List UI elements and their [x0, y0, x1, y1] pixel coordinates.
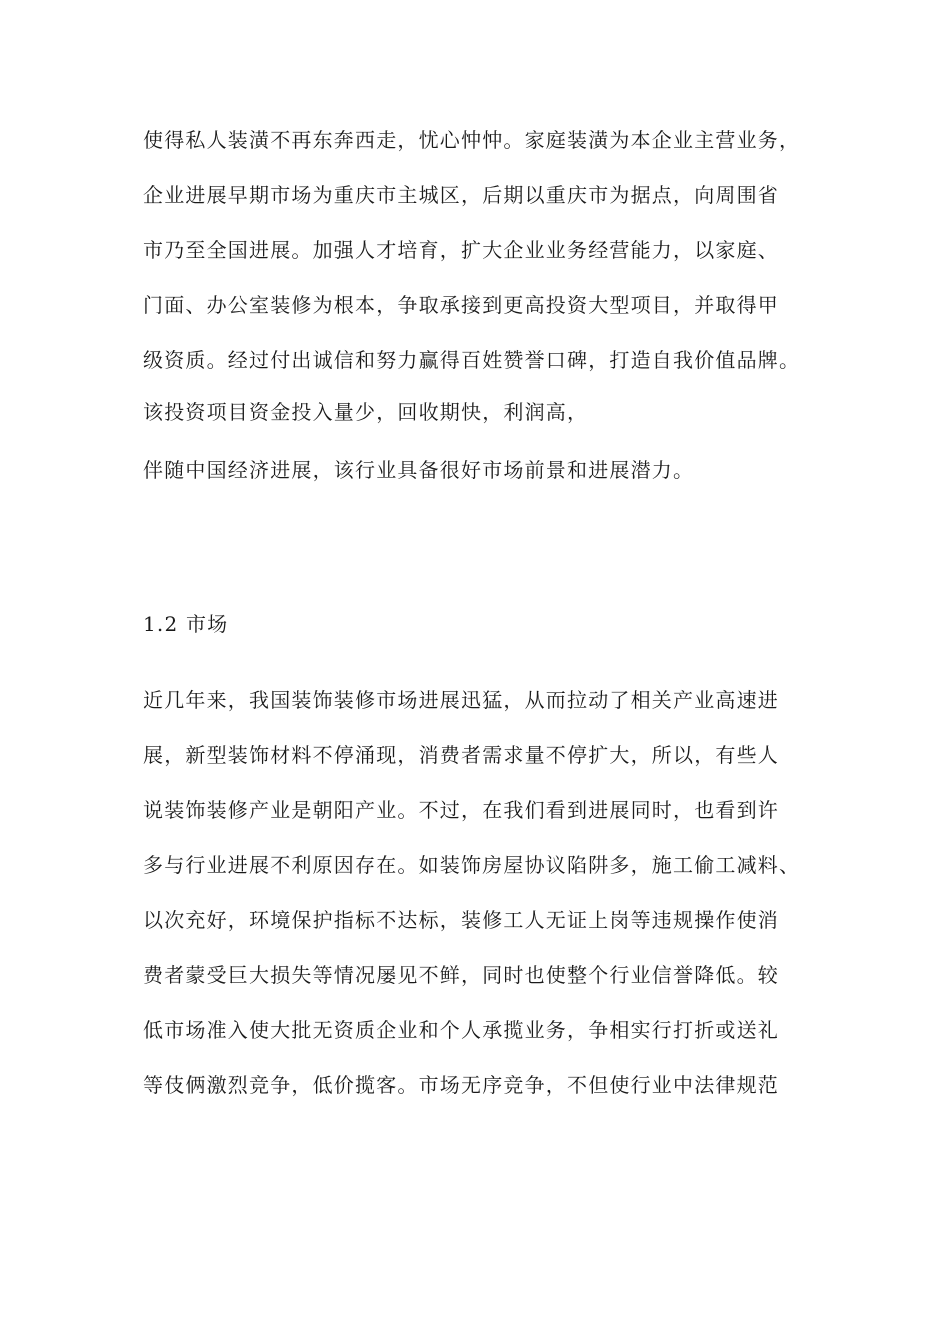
- paragraph-line: 多与行业进展不利原因存在。如装饰房屋协议陷阱多，施工偷工减料、: [143, 853, 801, 877]
- paragraph-line: 低市场准入使大批无资质企业和个人承揽业务，争相实行打折或送礼: [143, 1018, 779, 1042]
- paragraph-line: 费者蒙受巨大损失等情况屡见不鲜，同时也使整个行业信誉降低。较: [143, 963, 779, 987]
- paragraph-line: 使得私人装潢不再东奔西走，忧心忡忡。家庭装潢为本企业主营业务，: [143, 128, 801, 152]
- paragraph-line: 伴随中国经济进展，该行业具备很好市场前景和进展潜力。: [143, 458, 695, 482]
- paragraph-line: 市乃至全国进展。加强人才培育，扩大企业业务经营能力，以家庭、: [143, 238, 779, 262]
- paragraph-line: 近几年来，我国装饰装修市场进展迅猛，从而拉动了相关产业高速进: [143, 688, 779, 712]
- paragraph-line: 说装饰装修产业是朝阳产业。不过，在我们看到进展同时，也看到许: [143, 798, 779, 822]
- paragraph-line: 门面、办公室装修为根本，争取承接到更高投资大型项目，并取得甲: [143, 293, 779, 317]
- paragraph-line: 等伎俩激烈竞争，低价揽客。市场无序竞争，不但使行业中法律规范: [143, 1073, 779, 1097]
- paragraph-line: 该投资项目资金投入量少，回收期快，利润高，: [143, 400, 589, 424]
- paragraph-line: 级资质。经过付出诚信和努力赢得百姓赞誉口碑，打造自我价值品牌。: [143, 348, 801, 372]
- paragraph-line: 企业进展早期市场为重庆市主城区，后期以重庆市为据点，向周围省: [143, 183, 779, 207]
- section-heading-text: 1.2 市场: [143, 612, 229, 636]
- paragraph-line: 以次充好，环境保护指标不达标，装修工人无证上岗等违规操作使消: [143, 908, 779, 932]
- paragraph-line: 展，新型装饰材料不停涌现，消费者需求量不停扩大，所以，有些人: [143, 743, 779, 767]
